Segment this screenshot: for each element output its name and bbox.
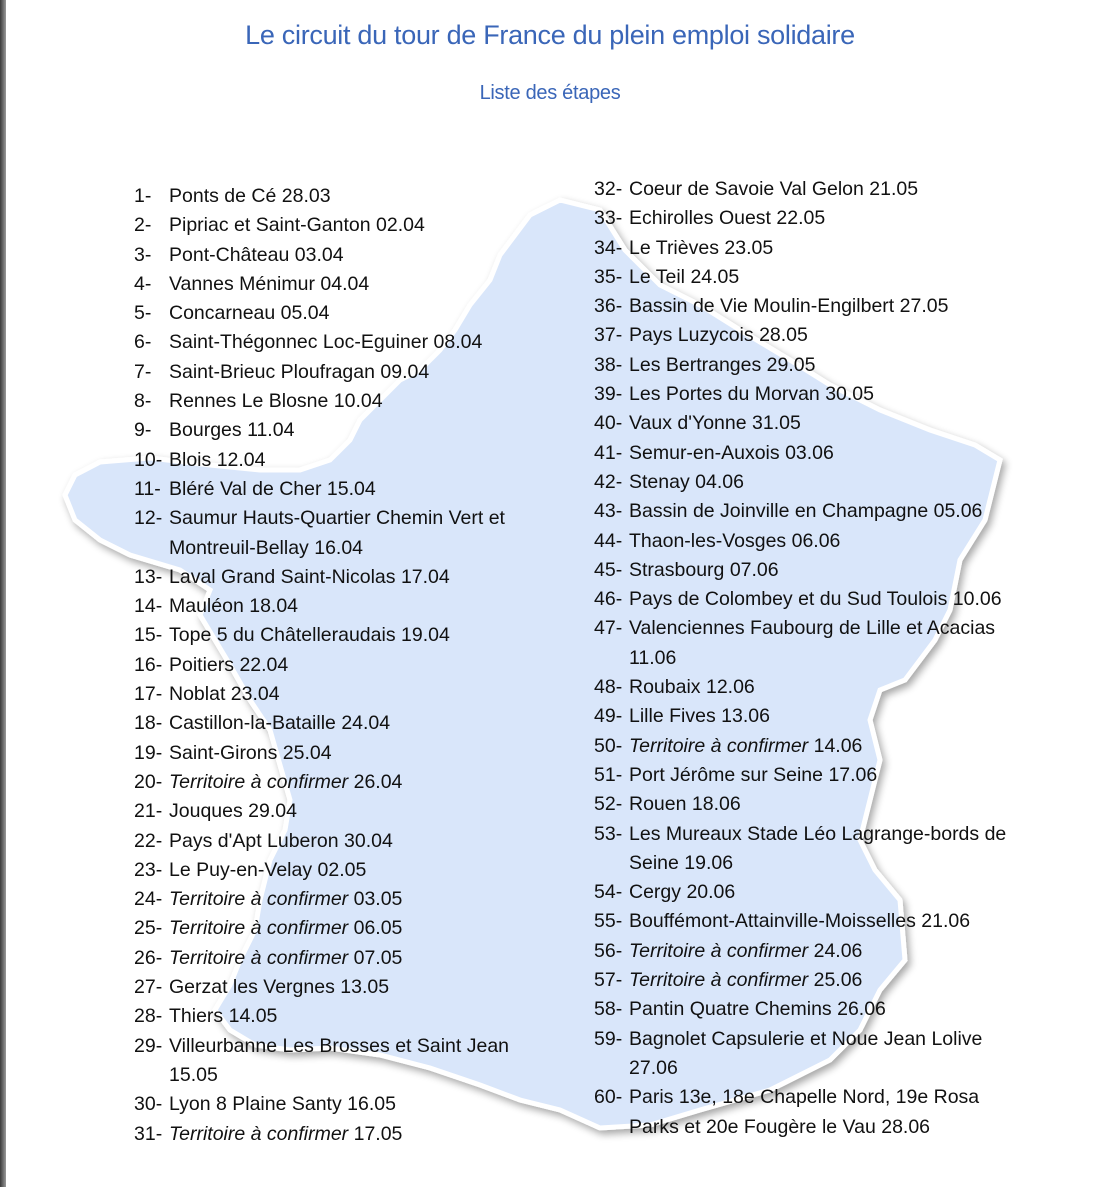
stage-name: Les Bertranges: [629, 353, 762, 376]
stage-name: Le Trièves: [629, 236, 719, 259]
stage-name: Rouen: [629, 793, 687, 816]
stage-number: 14-: [134, 595, 163, 618]
stage-date: 17.04: [400, 565, 450, 588]
stage-item: [134, 885, 549, 914]
stage-number: 15-: [134, 624, 163, 647]
stage-item: [594, 175, 1029, 204]
stage-date: 05.04: [280, 302, 330, 325]
stage-item: [134, 973, 549, 1002]
stage-date: 24.05: [690, 265, 740, 288]
stage-number: 26-: [134, 946, 163, 969]
stage-date: 23.05: [724, 236, 774, 259]
stage-number: 55-: [594, 910, 623, 933]
stage-number: 57-: [594, 969, 623, 992]
stage-number: 5-: [134, 302, 152, 325]
stage-name: Thiers: [169, 1005, 224, 1028]
stage-date: 08.04: [433, 331, 483, 354]
stage-name: Saint-Thégonnec Loc-Eguiner: [169, 331, 429, 354]
stage-name: Blois: [169, 448, 212, 471]
stage-number: 28-: [134, 1005, 163, 1028]
stage-item: [594, 409, 1029, 438]
stage-date: 07.06: [729, 558, 779, 581]
page-subtitle: Liste des étapes: [479, 82, 621, 104]
stage-number: 39-: [594, 383, 623, 406]
stage-name: Territoire à confirmer: [169, 946, 349, 969]
stage-date: 21.06: [921, 910, 971, 933]
stage-date: 18.06: [691, 793, 741, 816]
stage-item: [594, 937, 1029, 966]
stage-item: [134, 241, 549, 270]
stage-item: [134, 592, 549, 621]
stage-item: [594, 995, 1029, 1024]
stage-item: [594, 585, 1029, 614]
stage-number: 18-: [134, 712, 163, 735]
stage-number: 12-: [134, 507, 163, 530]
stage-number: 1-: [134, 185, 152, 207]
stage-date: 28.06: [881, 1115, 931, 1138]
stage-number: 44-: [594, 529, 623, 552]
stage-name: Port Jérôme sur Seine: [629, 763, 824, 786]
stage-name: Roubaix: [629, 676, 701, 699]
stage-number: 42-: [594, 470, 623, 493]
stage-number: 21-: [134, 800, 163, 823]
stage-item: [134, 416, 549, 445]
stage-item: [594, 614, 1029, 673]
stage-name: Les Portes du Morvan: [629, 383, 820, 406]
stage-name: Bassin de Vie Moulin-Engilbert: [629, 295, 895, 318]
stage-name: Pays de Colombey et du Sud Toulois: [629, 588, 948, 611]
stage-item: [594, 497, 1029, 526]
stage-date: 11.06: [629, 646, 677, 669]
stage-number: 29-: [134, 1034, 163, 1057]
stage-number: 45-: [594, 558, 623, 581]
stage-date: 27.05: [899, 295, 949, 318]
stage-date: 10.06: [952, 588, 1002, 611]
stage-name: Pays d'Apt Luberon: [169, 829, 339, 852]
stage-item: [594, 204, 1029, 233]
stage-date: 17.05: [353, 1122, 403, 1145]
stage-name: Le Puy-en-Velay: [169, 858, 313, 881]
page-title: Le circuit du tour de France du plein emploi solidaire: [245, 20, 855, 50]
stage-date: 22.04: [239, 653, 289, 676]
stage-item: [134, 621, 549, 650]
stage-name: Pays Luzycois: [629, 324, 754, 347]
stage-date: 19.06: [684, 851, 734, 874]
stage-item: [594, 234, 1029, 263]
stage-item: [134, 475, 549, 504]
stage-name: Saint-Girons: [169, 741, 278, 764]
stage-number: 3-: [134, 243, 152, 266]
stage-name: Bléré Val de Cher: [169, 477, 322, 500]
stage-number: 43-: [594, 500, 623, 523]
stage-name: Saumur Hauts-Quartier Chemin Vert et Montreuil-Bellay: [169, 507, 505, 559]
stage-date: 07.05: [353, 946, 403, 969]
stage-item: [594, 527, 1029, 556]
stage-item: [594, 263, 1029, 292]
stage-name: Territoire à confirmer: [629, 939, 809, 962]
stage-number: 17-: [134, 683, 163, 706]
stage-name: Strasbourg: [629, 558, 725, 581]
stage-date: 10.04: [333, 390, 383, 413]
stage-number: 52-: [594, 793, 623, 816]
stage-number: 54-: [594, 881, 623, 904]
stage-date: 22.05: [776, 207, 826, 230]
stage-name: Territoire à confirmer: [169, 888, 349, 911]
stage-date: 03.06: [785, 441, 834, 464]
stage-date: 16.04: [314, 536, 364, 559]
stage-date: 25.06: [813, 969, 863, 992]
stage-item: [594, 321, 1029, 350]
stage-item: [134, 446, 549, 475]
stage-name: Thaon-les-Vosges: [629, 529, 787, 552]
stage-item: [594, 1083, 1029, 1142]
stage-item: [134, 797, 549, 826]
stage-item: [134, 563, 549, 592]
stage-name: Noblat: [169, 683, 226, 706]
stage-number: 25-: [134, 917, 163, 940]
stage-date: 05.06: [933, 500, 983, 523]
stage-name: Territoire à confirmer: [169, 1122, 349, 1145]
stage-name: Lille Fives: [629, 705, 716, 728]
stage-name: Territoire à confirmer: [169, 917, 349, 940]
stage-item: [594, 732, 1029, 761]
stage-number: 6-: [134, 331, 152, 354]
stage-name: Pantin Quatre Chemins: [629, 998, 832, 1021]
stage-name: Laval Grand Saint-Nicolas: [169, 565, 396, 588]
stage-item: [594, 820, 1029, 879]
stage-date: 12.06: [705, 676, 755, 699]
stage-number: 38-: [594, 353, 623, 376]
stage-name: Valenciennes Faubourg de Lille et Acacias: [629, 617, 996, 640]
stage-item: [134, 680, 549, 709]
stage-name: Territoire à confirmer: [629, 969, 809, 992]
stage-name: Les Mureaux Stade Léo Lagrange-bords de Seine: [629, 822, 1007, 874]
stage-name: Territoire à confirmer: [169, 770, 349, 793]
stage-date: 06.06: [791, 529, 841, 552]
stage-item: [134, 768, 549, 797]
stage-date: 09.04: [380, 360, 430, 383]
stage-number: 23-: [134, 858, 163, 881]
stage-item: [134, 944, 549, 973]
stage-date: 28.05: [759, 324, 808, 347]
stages-list-left: [134, 182, 554, 1149]
stage-number: 2-: [134, 214, 152, 237]
stage-number: 34-: [594, 236, 623, 259]
stage-date: 20.06: [686, 881, 736, 904]
stage-number: 60-: [594, 1086, 623, 1109]
stage-name: Bassin de Joinville en Champagne: [629, 500, 929, 523]
stage-date: 26.06: [837, 998, 886, 1021]
stage-item: [134, 328, 549, 357]
stage-name: Coeur de Savoie Val Gelon: [629, 178, 864, 200]
stage-date: 11.04: [247, 419, 295, 442]
stage-date: 18.04: [249, 595, 299, 618]
stage-item: [134, 358, 549, 387]
stage-number: 58-: [594, 998, 623, 1021]
stage-name: Paris 13e, 18e Chapelle Nord, 19e Rosa Parks et 20e Fougère le Vau: [629, 1086, 980, 1138]
stage-name: Bouffémont-Attainville-Moisselles: [629, 910, 916, 933]
stage-name: Bourges: [169, 419, 242, 442]
stage-name: Le Teil: [629, 265, 686, 288]
stage-date: 04.04: [320, 272, 370, 295]
stage-item: [594, 673, 1029, 702]
stage-item: [134, 709, 549, 738]
stage-date: 28.03: [281, 185, 331, 207]
stage-item: [134, 387, 549, 416]
stage-name: Territoire à confirmer: [629, 734, 809, 757]
stage-date: 04.06: [695, 470, 744, 493]
stage-number: 32-: [594, 178, 623, 200]
stage-date: 29.04: [248, 800, 297, 823]
stage-number: 41-: [594, 441, 623, 464]
stage-number: 20-: [134, 770, 163, 793]
stage-item: [594, 468, 1029, 497]
stage-name: Lyon 8 Plaine Santy: [169, 1093, 342, 1116]
stage-date: 15.04: [326, 477, 376, 500]
stage-number: 31-: [134, 1122, 163, 1145]
stage-name: Pont-Château: [169, 243, 290, 266]
stage-name: Gerzat les Vergnes: [169, 976, 335, 999]
stage-item: [594, 351, 1029, 380]
stage-date: 14.05: [228, 1005, 278, 1028]
stage-name: Bagnolet Capsulerie et Noue Jean Lolive: [629, 1027, 983, 1050]
stage-number: 22-: [134, 829, 163, 852]
stage-number: 36-: [594, 295, 623, 318]
stage-item: [134, 856, 549, 885]
stage-date: 27.06: [629, 1056, 678, 1079]
stage-number: 30-: [134, 1093, 163, 1116]
stage-number: 47-: [594, 617, 623, 640]
stage-date: 14.06: [813, 734, 863, 757]
stage-date: 17.06: [828, 763, 878, 786]
stage-date: 13.06: [721, 705, 770, 728]
stage-item: [594, 790, 1029, 819]
stage-number: 48-: [594, 676, 623, 699]
stage-number: 16-: [134, 653, 163, 676]
stage-date: 29.05: [766, 353, 816, 376]
stage-date: 15.05: [169, 1063, 218, 1086]
stage-number: 49-: [594, 705, 623, 728]
stage-item: [134, 739, 549, 768]
stage-name: Mauléon: [169, 595, 244, 618]
stage-item: [134, 1120, 549, 1149]
stage-date: 24.04: [341, 712, 391, 735]
stage-name: Stenay: [629, 470, 690, 493]
stage-number: 10-: [134, 448, 163, 471]
stage-number: 40-: [594, 412, 623, 435]
stage-date: 19.04: [401, 624, 450, 647]
stage-number: 37-: [594, 324, 623, 347]
stage-item: [134, 299, 549, 328]
stage-name: Cergy: [629, 881, 682, 904]
stage-name: Vannes Ménimur: [169, 272, 315, 295]
stage-item: [134, 1002, 549, 1031]
stage-number: 24-: [134, 888, 163, 911]
stage-item: [134, 1032, 549, 1091]
stage-number: 35-: [594, 265, 623, 288]
stage-item: [594, 907, 1029, 936]
stage-date: 03.05: [353, 888, 403, 911]
stage-number: 51-: [594, 763, 623, 786]
stage-number: 33-: [594, 207, 623, 230]
stage-name: Concarneau: [169, 302, 276, 325]
stage-item: [134, 914, 549, 943]
stage-name: Villeurbanne Les Brosses et Saint Jean: [169, 1034, 510, 1057]
stage-name: Poitiers: [169, 653, 235, 676]
stage-item: [134, 827, 549, 856]
stage-item: [134, 182, 549, 211]
stage-date: 03.04: [294, 243, 344, 266]
stage-date: 23.04: [230, 683, 280, 706]
stage-name: Semur-en-Auxois: [629, 441, 780, 464]
stage-name: Saint-Brieuc Ploufragan: [169, 360, 375, 383]
stage-item: [134, 270, 549, 299]
stage-number: 53-: [594, 822, 623, 845]
stage-item: [594, 1025, 1029, 1084]
stage-date: 30.05: [825, 383, 874, 406]
stage-item: [134, 651, 549, 680]
stage-name: Tope 5 du Châtelleraudais: [169, 624, 396, 647]
stage-number: 13-: [134, 565, 163, 588]
stage-date: 24.06: [813, 939, 863, 962]
stage-number: 59-: [594, 1027, 623, 1050]
stage-item: [134, 211, 549, 240]
stage-item: [594, 702, 1029, 731]
stage-item: [594, 878, 1029, 907]
stage-number: 8-: [134, 390, 152, 413]
stage-name: Pipriac et Saint-Ganton: [169, 214, 371, 237]
stage-number: 11-: [134, 477, 161, 500]
stage-date: 02.04: [376, 214, 425, 237]
stage-number: 19-: [134, 741, 163, 764]
stage-date: 02.05: [317, 858, 367, 881]
stage-item: [594, 292, 1029, 321]
stage-name: Jouques: [169, 800, 243, 823]
stage-name: Echirolles Ouest: [629, 207, 771, 230]
stage-date: 16.05: [347, 1093, 396, 1116]
stage-number: 7-: [134, 360, 152, 383]
stage-date: 13.05: [340, 976, 390, 999]
stage-item: [594, 380, 1029, 409]
stage-item: [594, 556, 1029, 585]
stage-date: 12.04: [216, 448, 266, 471]
stage-number: 9-: [134, 419, 152, 442]
stage-item: [594, 966, 1029, 995]
stage-number: 50-: [594, 734, 623, 757]
stage-date: 25.04: [282, 741, 332, 764]
stage-name: Vaux d'Yonne: [629, 412, 747, 435]
stage-number: 46-: [594, 588, 623, 611]
stage-name: Castillon-la-Bataille: [169, 712, 336, 735]
stages-list-right: [594, 175, 1034, 1142]
stage-number: 27-: [134, 976, 163, 999]
stage-number: 56-: [594, 939, 623, 962]
stage-name: Rennes Le Blosne: [169, 390, 329, 413]
stage-date: 06.05: [353, 917, 403, 940]
stage-name: Ponts de Cé: [169, 185, 277, 207]
stage-date: 21.05: [869, 178, 919, 200]
stage-item: [134, 504, 549, 563]
stage-item: [594, 761, 1029, 790]
stage-item: [594, 439, 1029, 468]
stage-item: [134, 1090, 549, 1119]
stage-date: 30.04: [344, 829, 393, 852]
stage-number: 4-: [134, 272, 152, 295]
stage-date: 31.05: [752, 412, 801, 435]
stage-date: 26.04: [353, 770, 403, 793]
